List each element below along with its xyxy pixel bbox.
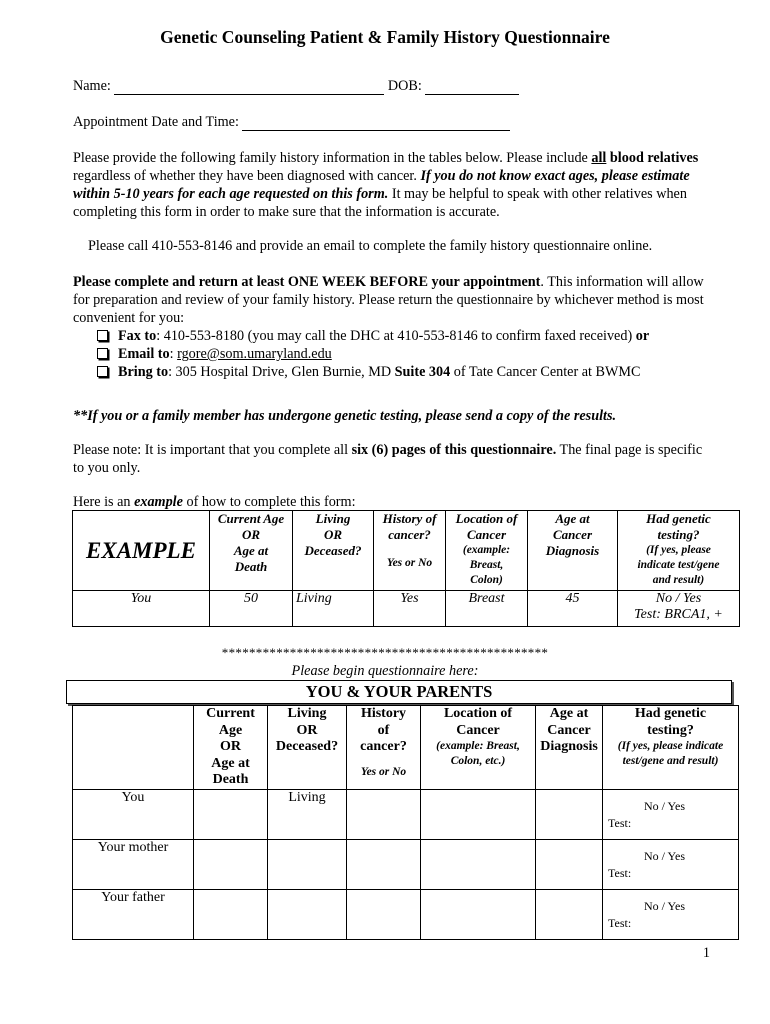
age-dx-cell[interactable] xyxy=(536,890,603,940)
genetic-testing-note: **If you or a family member has undergone genetic testing, please send a copy of the results. xyxy=(73,408,617,424)
example-history: Yes xyxy=(374,591,446,627)
fax-text: : 410-553-8180 (you may call the DHC at 410-553-8146 to confirm faxed received) xyxy=(156,328,636,344)
intro-paragraph xyxy=(73,149,713,221)
appointment-field[interactable] xyxy=(242,115,510,131)
example-label: EXAMPLE xyxy=(73,511,210,591)
header-line: Diagnosis xyxy=(545,543,600,558)
example-age-dx: 45 xyxy=(528,591,618,627)
example-genetic-ny: No / Yes xyxy=(655,591,702,606)
example-table xyxy=(72,510,740,627)
intro-all: all xyxy=(591,150,607,166)
header-line: OR xyxy=(296,722,318,738)
test-label: Test: xyxy=(608,916,632,930)
page-number: 1 xyxy=(702,945,710,961)
header-line: OR xyxy=(220,739,241,754)
header-line: Death xyxy=(212,772,249,787)
header-location xyxy=(421,706,536,790)
return-text: . This information will allow for preparation and review of your family history. Please return the questionnaire by whichever method is most convenient for you: xyxy=(73,274,704,326)
age-cell[interactable] xyxy=(194,790,268,840)
header-line: Current xyxy=(206,706,255,721)
example-intro xyxy=(73,493,713,511)
living-cell[interactable]: Living xyxy=(268,790,347,840)
header-history xyxy=(347,706,421,790)
header-line: Living xyxy=(315,511,351,526)
age-dx-cell[interactable] xyxy=(536,790,603,840)
header-location xyxy=(446,511,528,591)
header-living xyxy=(268,706,347,790)
intro-estimate: If you do not know exact ages, please estimate within 5-10 years for each age requested on this form. xyxy=(73,168,690,202)
stars-divider: ************************************************ xyxy=(221,645,549,660)
header-line: Age at xyxy=(555,511,590,526)
header-line: cancer? xyxy=(360,739,407,754)
location-cell[interactable] xyxy=(421,840,536,890)
history-cell[interactable] xyxy=(347,840,421,890)
header-line: Death xyxy=(234,559,268,574)
parents-header-row xyxy=(73,706,739,790)
header-age-dx xyxy=(528,511,618,591)
header-sub: test/gene and result) xyxy=(622,755,719,767)
header-line: Age at xyxy=(211,755,250,771)
pages-note-bold: six (6) pages of this questionnaire. xyxy=(351,442,557,458)
header-line: OR xyxy=(323,527,343,542)
bring-suite: Suite 304 xyxy=(394,364,451,380)
age-cell[interactable] xyxy=(194,840,268,890)
header-sub: Colon, etc.) xyxy=(450,755,506,767)
relative-label: You xyxy=(73,790,194,840)
header-line: Diagnosis xyxy=(540,739,598,754)
intro-text: Please provide the following family history information in the tables below. Please include xyxy=(73,150,592,166)
living-cell[interactable] xyxy=(268,840,347,890)
pages-note-text: Please note: It is important that you complete all xyxy=(73,442,352,458)
header-line: Deceased? xyxy=(304,543,362,558)
fax-or: or xyxy=(635,328,650,344)
table-row xyxy=(73,840,739,890)
age-dx-cell[interactable] xyxy=(536,840,603,890)
header-line: Had genetic xyxy=(646,511,711,526)
genetic-cell[interactable] xyxy=(603,840,739,890)
example-location: Breast xyxy=(446,591,528,627)
header-line: testing? xyxy=(647,722,694,738)
header-line: Cancer xyxy=(467,527,506,542)
no-yes-label: No / Yes xyxy=(644,849,686,863)
example-living: Living xyxy=(293,591,374,627)
pages-note-text-b: The final page is specific to you only. xyxy=(73,442,703,476)
header-line: History of xyxy=(382,511,437,526)
method-bring xyxy=(96,363,736,381)
header-relative xyxy=(73,706,194,790)
header-sub: (example: Breast, xyxy=(436,740,520,752)
example-intro-text-b: of how to complete this form: xyxy=(182,494,356,510)
intro-text-c: It may be helpful to speak with other relatives when completing this form in order to make sure that the information is accurate. xyxy=(73,186,687,220)
header-history xyxy=(374,511,446,591)
relative-label: Your mother xyxy=(73,840,194,890)
example-genetic xyxy=(618,591,740,627)
method-email xyxy=(96,345,736,363)
header-line: Age xyxy=(218,722,243,738)
age-cell[interactable] xyxy=(194,890,268,940)
header-line: Age at xyxy=(233,543,269,558)
header-sub: (example: xyxy=(462,544,511,556)
header-sub: indicate test/gene xyxy=(637,559,720,571)
genetic-cell[interactable] xyxy=(603,790,739,840)
header-sub: Colon) xyxy=(470,574,503,586)
bring-text: : 305 Hospital Drive, Glen Burnie, MD xyxy=(168,364,395,380)
history-cell[interactable] xyxy=(347,890,421,940)
header-line: Location of xyxy=(455,511,518,526)
header-line: Current Age xyxy=(217,511,285,526)
example-intro-em: example xyxy=(134,494,183,510)
header-genetic xyxy=(603,706,739,790)
appointment-label: Appointment Date and Time: xyxy=(73,114,239,130)
email-link[interactable]: rgore@som.umaryland.edu xyxy=(177,346,332,362)
intro-text-b: regardless of whether they have been diagnosed with cancer. xyxy=(73,168,421,184)
example-header-row xyxy=(73,511,740,591)
intro-blood-relatives: blood relatives xyxy=(606,150,699,166)
pages-note xyxy=(73,441,713,477)
page-title: Genetic Counseling Patient & Family History Questionnaire xyxy=(160,27,610,47)
example-genetic-test: Test: BRCA1, + xyxy=(634,607,723,622)
header-line: Cancer xyxy=(456,722,500,738)
header-line: Living xyxy=(287,706,327,721)
header-line: Location of xyxy=(443,706,513,721)
bring-rest: of Tate Cancer Center at BWMC xyxy=(450,364,641,380)
name-dob-line xyxy=(73,77,723,95)
header-genetic xyxy=(618,511,740,591)
parents-table xyxy=(72,705,739,940)
example-intro-text: Here is an xyxy=(73,494,135,510)
header-line: Had genetic xyxy=(634,706,707,721)
test-label: Test: xyxy=(608,816,632,830)
dob-label: DOB: xyxy=(387,78,422,94)
begin-text: Please begin questionnaire here: xyxy=(291,663,479,679)
header-line: Cancer xyxy=(547,722,591,738)
method-fax xyxy=(96,327,736,345)
name-field[interactable] xyxy=(114,79,384,95)
genetic-cell[interactable] xyxy=(603,890,739,940)
fax-label: Fax to xyxy=(118,328,157,344)
bring-label: Bring to xyxy=(118,364,169,380)
call-paragraph: Please call 410-553-8146 and provide an email to complete the family history questionnaire online. xyxy=(88,238,653,254)
history-cell[interactable] xyxy=(347,790,421,840)
table-row xyxy=(73,890,739,940)
header-sub: Breast, xyxy=(469,559,504,571)
email-sep: : xyxy=(169,346,178,362)
header-sub: (If yes, please indicate xyxy=(617,740,724,752)
header-living xyxy=(293,511,374,591)
email-label: Email to xyxy=(118,346,170,362)
header-sub: Yes or No xyxy=(386,557,433,569)
appointment-line xyxy=(73,113,723,131)
header-sub: (If yes, please xyxy=(646,544,711,556)
checkbox-icon xyxy=(97,330,108,341)
header-line: OR xyxy=(241,527,261,542)
example-row xyxy=(73,591,740,627)
header-sub: and result) xyxy=(652,574,705,586)
header-line: of xyxy=(377,722,390,738)
table-row xyxy=(73,790,739,840)
location-cell[interactable] xyxy=(421,890,536,940)
dob-field[interactable] xyxy=(425,79,519,95)
relative-label: Your father xyxy=(73,890,194,940)
section-title: YOU & YOUR PARENTS xyxy=(66,680,732,704)
no-yes-label: No / Yes xyxy=(644,799,686,813)
return-paragraph xyxy=(73,273,713,327)
example-relative: You xyxy=(73,591,210,627)
header-line: History xyxy=(360,706,407,721)
header-line: cancer? xyxy=(388,527,431,542)
return-methods-list xyxy=(96,327,736,381)
no-yes-label: No / Yes xyxy=(644,899,686,913)
header-age xyxy=(210,511,293,591)
test-label: Test: xyxy=(608,866,632,880)
header-age-dx xyxy=(536,706,603,790)
header-age xyxy=(194,706,268,790)
header-line: testing? xyxy=(657,527,700,542)
living-cell[interactable] xyxy=(268,890,347,940)
header-line: Age at xyxy=(549,706,589,721)
header-sub: Yes or No xyxy=(360,765,407,778)
name-label: Name: xyxy=(73,78,111,94)
location-cell[interactable] xyxy=(421,790,536,840)
header-line: Deceased? xyxy=(275,739,339,754)
example-age: 50 xyxy=(210,591,293,627)
return-deadline: Please complete and return at least ONE WEEK BEFORE your appointment xyxy=(73,274,541,290)
header-line: Cancer xyxy=(553,527,592,542)
checkbox-icon xyxy=(97,348,108,359)
checkbox-icon xyxy=(97,366,108,377)
